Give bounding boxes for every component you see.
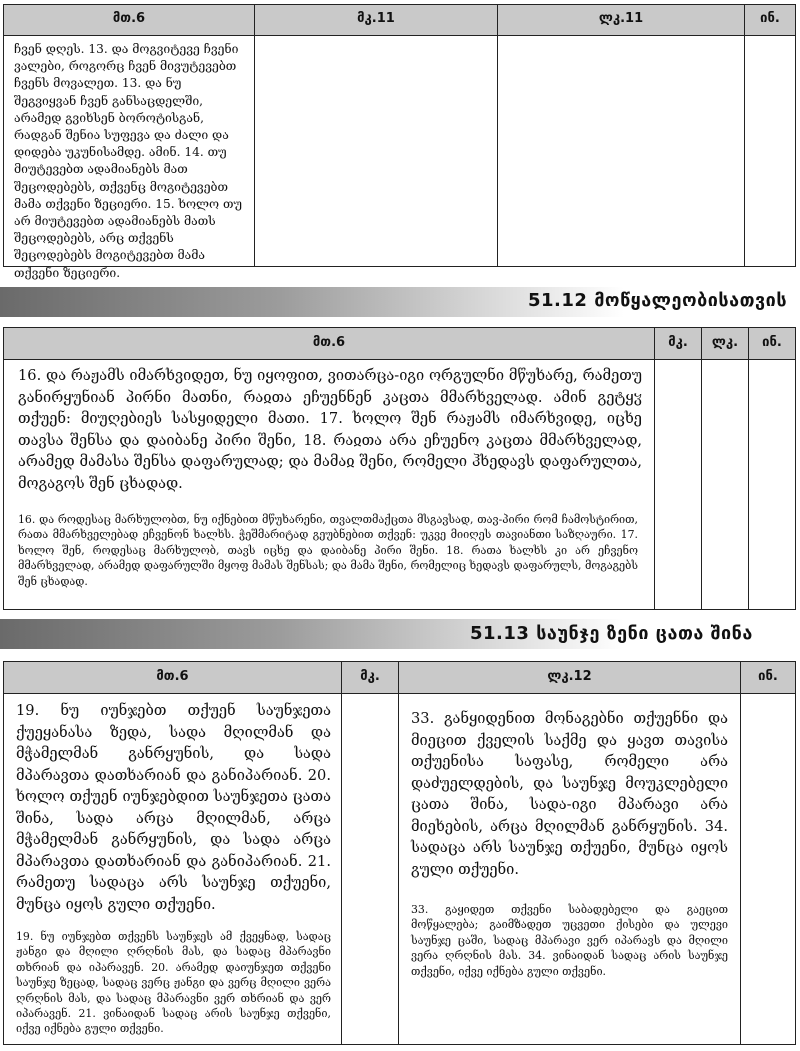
table1-header-in: ინ. xyxy=(744,4,796,36)
section2-col-lk xyxy=(701,359,749,610)
section3-left-small: 19. ნუ იუნჯებთ თქვენს საუნჯეს ამ ქვეყნად, სადაც ჟანგი და მღილი ღრღნის მას, და სადაც მპარავნი თხრიან და იპარავენ. 20. არამედ დაიუნჯეთ თქვენი საუნჯე ზეცად, სადაც ვერც ჟანგი და ვერც მღილი ვერა ღრღნის მას, და სადაც მპარავნი ვერ თხრიან და ვერ იპარავენ. 21. ვინაიდან სადაც არის საუნჯე თქვენი, იქვე იქნება გული თქვენი. xyxy=(16,930,331,1036)
section3-header-lk: ლკ.12 xyxy=(398,661,741,694)
section2-col-in xyxy=(748,359,796,610)
table1-col-mt xyxy=(3,35,255,280)
table1-col-mk xyxy=(254,35,498,267)
section3-header-mk: მკ. xyxy=(341,661,399,694)
section3-col-mk xyxy=(341,693,399,1045)
section2-header-in: ინ. xyxy=(748,327,796,360)
table1-header-mt: მთ.6 xyxy=(3,4,255,36)
section3-header-in: ინ. xyxy=(740,661,796,694)
section3-col-in xyxy=(740,693,796,1045)
table1-col-lk xyxy=(497,35,745,267)
section2-title: 51.12 მოწყალეობისათვის xyxy=(528,290,788,311)
section3-title: 51.13 საუნჯე ზენი ცათა შინა xyxy=(470,623,753,644)
section2-header-mt: მთ.6 xyxy=(3,327,655,360)
section3-right-main: 33. განყიდენით მონაგებნი თქუენნი და მიეცით ქველის საქმე და ყავთ თავისა თქუენისა საფასე, რომელი არა დაძუელდების, და საუნჯე მოუკლებელი ცათა შინა, სადა-იგი მპარავი არა მიეხების, არცა მღილმან განრყუნის. 34. სადაცა არს საუნჯე თქუენი, მუნცა იყოს გული თქუენი. xyxy=(411,710,728,878)
section3-col-lk xyxy=(398,693,741,1045)
table1-text: ჩვენ დღეს. 13. და მოგვიტევე ჩვენი ვალები, როგორც ჩვენ მივუტევებთ ჩვენს მოვალეთ. 13. და ნუ შეგვიყვან ჩვენ განსაცდელში, არამედ გვიხსენ ბოროტისგან, რადგან შენია სუფევა და ძალი და დიდება უკუნისამდე. ამინ. 14. თუ მიუტევებთ ადამიანებს მათ შეცოდებებს, თქვენც მოგიტევებთ მამა თქვენი ზეციერი. 15. ხოლო თუ არ მიუტევებთ ადამიანებს მათს შეცოდებებს, არც თქვენს შეცოდებებს მოგიტევებთ მამა თქვენი ზეციერი. xyxy=(14,42,242,280)
table1-header-lk: ლკ.11 xyxy=(497,4,745,36)
table1-header-mk: მკ.11 xyxy=(254,4,498,36)
section2-small-text: 16. და როდესაც მარხულობთ, ნუ იქნებით მწუხარენი, თვალთმაქცთა მსგავსად, თავ-პირი რომ ჩამოსტირით, რათა მმარხველებად ეჩვენონ ხალხს. ჭეშმარიტად გეუბნებით თქვენ: უკვე მიიღეს თავიანთი საზღაური. 17. ხოლო შენ, როდესაც მარხულობ, თავს იცხე და დაიბანე პირი შენი. 18. რათა ხალხს კი არ ეჩვენო მმარხველად, არამედ დაფარულში მყოფ მამას შენსას; და მამა შენი, რომელიც ხედავს დაფარულს, მოგაგებს შენ ცხადად. xyxy=(18,513,638,588)
table1-col-in xyxy=(744,35,796,267)
section3-left-main: 19. ნუ იუნჯებთ თქუენ საუნჯეთა ქუეყანასა ზედა, სადა მღილმან და მჭამელმან განრყუნის, და სადა მპარავთა დათხარიან და განიპარიან. 20. ხოლო თქუენ იუნჯებდით საუნჯეთა ცათა შინა, სადა არცა მღილმან, არცა მჭამელმან განრყუნის, და სადა არცა მპარავთა დათხარიან და განიპარიან. 21. რამეთუ სადაცა არს საუნჯე თქუენი, მუნცა იყოს გული თქუენი. xyxy=(16,702,331,913)
section2-header-mk: მკ. xyxy=(654,327,702,360)
section2-header-lk: ლკ. xyxy=(701,327,749,360)
section2-col-mt xyxy=(3,359,655,610)
section2-main-text: 16. და რაჟამს იმარხვიდეთ, ნუ იყოფით, ვითარცა-იგი ორგულნი მწუხარე, რამეთუ განირყუნიან პირნი მათნი, რაჲთა ეჩუენნენ კაცთა მმარხველად. ამინ გეტყჳ თქუენ: მიუღებიეს სასყიდელი მათი. 17. ხოლო შენ რაჟამს იმარხვიდე, იცხე თავსა შენსა და დაიბანე პირი შენი, 18. რაჲთა არა ეჩუენო კაცთა მმარხველად, არამედ მამასა შენსა დაფარულად; და მამაჲ შენი, რომელი ჰხედავს დაფარულთა, მოგაგოს შენ ცხადად. xyxy=(18,367,642,492)
section3-header-mt: მთ.6 xyxy=(3,661,342,694)
section3-right-small: 33. გაყიდეთ თქვენი საბადებელი და გაეცით მოწყალება; გაიმზადეთ უცვეთი ქისები და ულევი საუნჯე ცაში, სადაც მპარავი ვერ იპარავს და მღილი ვერა ღრღნის მას. 34. ვინაიდან სადაც არის საუნჯე თქვენი, იქვე იქნება გული თქვენი. xyxy=(411,903,728,978)
section2-col-mk xyxy=(654,359,702,610)
section3-col-mt xyxy=(3,693,342,1045)
